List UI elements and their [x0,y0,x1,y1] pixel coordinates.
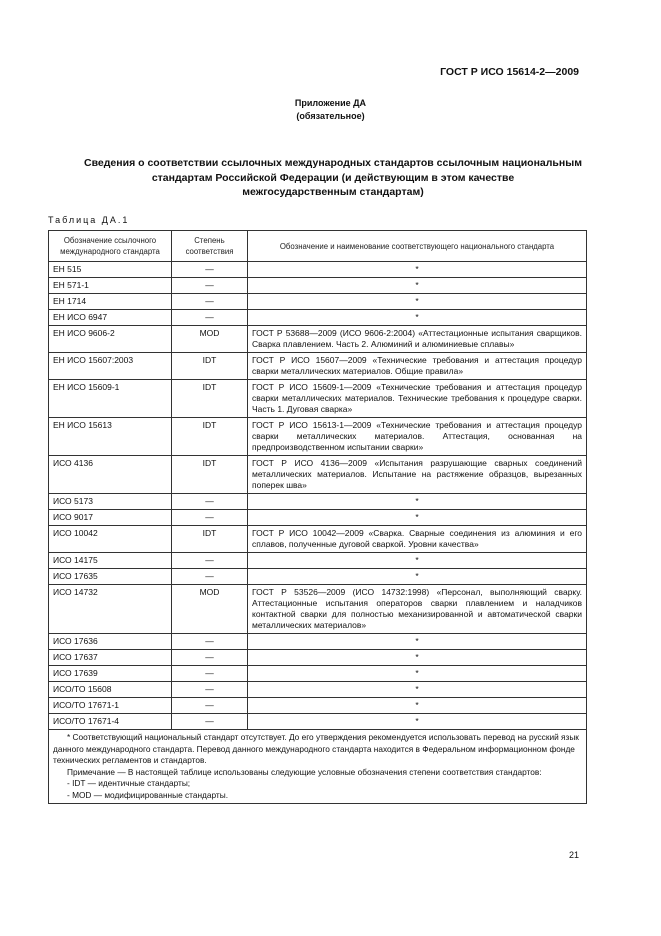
reference-standard-cell: ЕН ИСО 15607:2003 [49,353,172,380]
table-row [49,278,587,294]
note-item-idt: - IDT — идентичные стандарты; [67,778,191,788]
degree-cell: IDT [172,418,248,456]
national-standard-cell: ГОСТ Р ИСО 4136—2009 «Испытания разрушающие сварных соединений металлических материалов. Испытание на растяжение образцов, вырезанных поперек шва» [248,456,587,494]
table-row [49,714,587,730]
degree-cell: — [172,278,248,294]
reference-standard-cell: ИСО 4136 [49,456,172,494]
reference-standard-cell: ЕН 571-1 [49,278,172,294]
table-notes [49,730,587,804]
national-standard-cell: * [248,510,587,526]
table-notes-row [49,730,587,804]
national-standard-cell: ГОСТ Р ИСО 15609-1—2009 «Технические требования и аттестация процедур сварки металлических материалов. Технические требования к процедуре сварки. Часть 1. Дуговая сварка» [248,380,587,418]
degree-cell: — [172,666,248,682]
header-degree: Степень соответствия [172,231,248,262]
national-standard-cell: ГОСТ Р 53526—2009 (ИСО 14732:1998) «Персонал, выполняющий сварку. Аттестационные испытания операторов сварки плавлением и наладчиков контактной сварки для полностью механизированной и автоматической сварки металлических материалов» [248,585,587,634]
table-row [49,682,587,698]
national-standard-cell: * [248,278,587,294]
reference-standard-cell: ИСО/ТО 17671-4 [49,714,172,730]
header-national-standard: Обозначение и наименование соответствующего национального стандарта [248,231,587,262]
degree-cell: IDT [172,456,248,494]
degree-cell: — [172,494,248,510]
table-row [49,418,587,456]
reference-standard-cell: ЕН 515 [49,262,172,278]
table-body [49,262,587,730]
table-row [49,310,587,326]
footnote: * Соответствующий национальный стандарт отсутствует. До его утверждения рекомендуется использовать перевод на русский язык данного международного стандарта. Перевод данного международного стандарта находится в Федеральном информационном фонде технических регламентов и стандартов. [53,732,579,765]
table-row [49,262,587,278]
degree-cell: IDT [172,353,248,380]
national-standard-cell: * [248,494,587,510]
degree-cell: — [172,310,248,326]
national-standard-cell: * [248,682,587,698]
reference-standard-cell: ИСО 17636 [49,634,172,650]
reference-standard-cell: ЕН ИСО 6947 [49,310,172,326]
annex-status: (обязательное) [296,111,365,121]
national-standard-cell: ГОСТ Р 53688—2009 (ИСО 9606-2:2004) «Аттестационные испытания сварщиков. Сварка плавлением. Часть 2. Алюминий и алюминиевые сплавы» [248,326,587,353]
section-title [40,156,626,200]
table-row [49,666,587,682]
national-standard-cell: ГОСТ Р ИСО 15613-1—2009 «Технические требования и аттестация процедур сварки металлических материалов. Аттестация, основанная на предпроизводственном испытании сварки» [248,418,587,456]
national-standard-cell: * [248,262,587,278]
degree-cell: — [172,714,248,730]
national-standard-cell: * [248,569,587,585]
table-row [49,510,587,526]
reference-standard-cell: ЕН ИСО 9606-2 [49,326,172,353]
degree-cell: — [172,294,248,310]
reference-standard-cell: ИСО/ТО 15608 [49,682,172,698]
degree-cell: MOD [172,585,248,634]
table-row [49,456,587,494]
header-reference-standard: Обозначение ссылочного международного стандарта [49,231,172,262]
national-standard-cell: * [248,666,587,682]
table-row [49,553,587,569]
reference-standard-cell: ИСО 9017 [49,510,172,526]
table-header-row [49,231,587,262]
degree-cell: — [172,262,248,278]
reference-standard-cell: ИСО 5173 [49,494,172,510]
reference-standard-cell: ЕН ИСО 15609-1 [49,380,172,418]
annex-title: Приложение ДА [294,98,367,108]
section-title-line-2: стандартам Российской Федерации (и действующим в этом качестве [151,171,515,184]
degree-cell: IDT [172,526,248,553]
national-standard-cell: * [248,650,587,666]
reference-standard-cell: ЕН 1714 [49,294,172,310]
reference-standard-cell: ИСО 14175 [49,553,172,569]
reference-standard-cell: ИСО/ТО 17671-1 [49,698,172,714]
degree-cell: IDT [172,380,248,418]
table-row [49,326,587,353]
national-standard-cell: * [248,634,587,650]
section-title-line-1: Сведения о соответствии ссылочных международных стандартов ссылочным национальным [84,157,582,169]
national-standard-cell: * [248,553,587,569]
reference-standard-cell: ИСО 10042 [49,526,172,553]
table-row [49,353,587,380]
degree-cell: MOD [172,326,248,353]
section-title-line-3: межгосударственным стандартам) [242,186,424,198]
table-row [49,634,587,650]
note: Примечание — В настоящей таблице использованы следующие условные обозначения степени соответствия стандартов: [67,766,542,777]
table-row [49,698,587,714]
national-standard-cell: * [248,698,587,714]
document-code: ГОСТ Р ИСО 15614-2—2009 [440,66,579,78]
degree-cell: — [172,569,248,585]
table-row [49,526,587,553]
table-row [49,569,587,585]
note-item-mod: - MOD — модифицированные стандарты. [67,789,229,800]
degree-cell: — [172,553,248,569]
reference-standard-cell: ЕН ИСО 15613 [49,418,172,456]
reference-standard-cell: ИСО 17637 [49,650,172,666]
table-row [49,585,587,634]
national-standard-cell: ГОСТ Р ИСО 15607—2009 «Технические требования и аттестация процедур сварки металлических материалов. Общие правила» [248,353,587,380]
national-standard-cell: ГОСТ Р ИСО 10042—2009 «Сварка. Сварные соединения из алюминия и его сплавов, полученные дуговой сваркой. Уровни качества» [248,526,587,553]
table-caption: Таблица ДА.1 [48,215,130,225]
page-number: 21 [568,850,579,860]
degree-cell: — [172,634,248,650]
national-standard-cell: * [248,294,587,310]
table-row [49,294,587,310]
national-standard-cell: * [248,310,587,326]
reference-standard-cell: ИСО 17639 [49,666,172,682]
degree-cell: — [172,682,248,698]
table-row [49,380,587,418]
reference-standard-cell: ИСО 17635 [49,569,172,585]
table-row [49,494,587,510]
reference-standard-cell: ИСО 14732 [49,585,172,634]
degree-cell: — [172,510,248,526]
degree-cell: — [172,698,248,714]
standards-table [48,230,587,804]
national-standard-cell: * [248,714,587,730]
table-row [49,650,587,666]
degree-cell: — [172,650,248,666]
